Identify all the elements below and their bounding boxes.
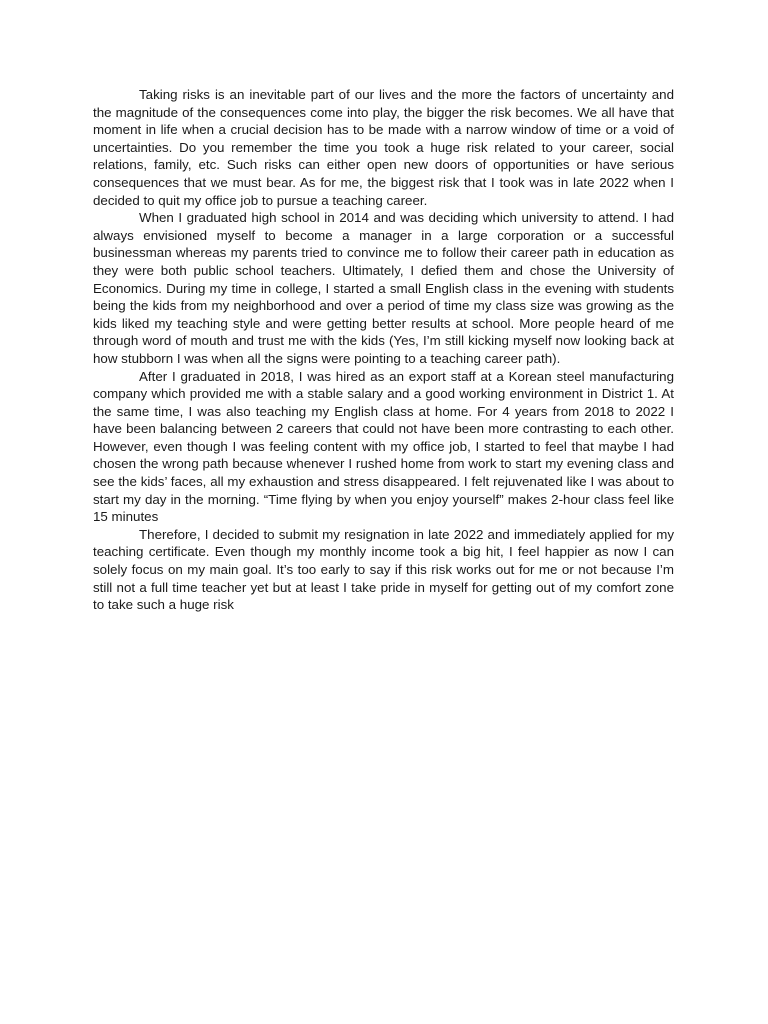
paragraph-2: When I graduated high school in 2014 and was deciding which university to attend. I had always envisioned myself to become a manager in a large corporation or a successful businessman whereas my parents tried to convince me to follow their career path in education as they were both public school teachers. Ultimately, I defied them and chose the University of Economics. During my time in college, I started a small English class in the evening with students being the kids from my neighborhood and over a period of time my class size was growing as the kids liked my teaching style and were getting better results at school. More people heard of me through word of mouth and trust me with the kids (Yes, I’m still kicking myself now looking back at how stubborn I was when all the signs were pointing to a teaching career path). xyxy=(93,210,674,366)
paragraph-1: Taking risks is an inevitable part of our lives and the more the factors of uncertainty and the magnitude of the consequences come into play, the bigger the risk becomes. We all have that moment in life when a crucial decision has to be made with a narrow window of time or a void of uncertainties. Do you remember the time you took a huge risk related to your career, social relations, family, etc. Such risks can either open new doors of opportunities or have serious consequences that we must bear. As for me, the biggest risk that I took was in late 2022 when I decided to quit my office job to pursue a teaching career. xyxy=(93,87,674,208)
paragraph-4: Therefore, I decided to submit my resignation in late 2022 and immediately applied for my teaching certificate. Even though my monthly income took a big hit, I feel happier as now I can solely focus on my main goal. It’s too early to say if this risk works out for me or not because I’m still not a full time teacher yet but at least I take pride in myself for getting out of my comfort zone to take such a huge risk xyxy=(93,526,674,613)
essay-body xyxy=(93,86,674,614)
paragraph-3: After I graduated in 2018, I was hired as an export staff at a Korean steel manufacturing company which provided me with a stable salary and a good working environment in District 1. At the same time, I was also teaching my English class at home. For 4 years from 2018 to 2022 I have been balancing between 2 careers that could not have been more contrasting to each other. However, even though I was feeling content with my office job, I started to feel that maybe I had chosen the wrong path because whenever I rushed home from work to start my evening class and see the kids’ faces, all my exhaustion and stress disappeared. I felt rejuvenated like I was about to start my day in the morning. “Time flying by when you enjoy yourself” makes 2-hour class feel like 15 minutes xyxy=(93,368,674,525)
